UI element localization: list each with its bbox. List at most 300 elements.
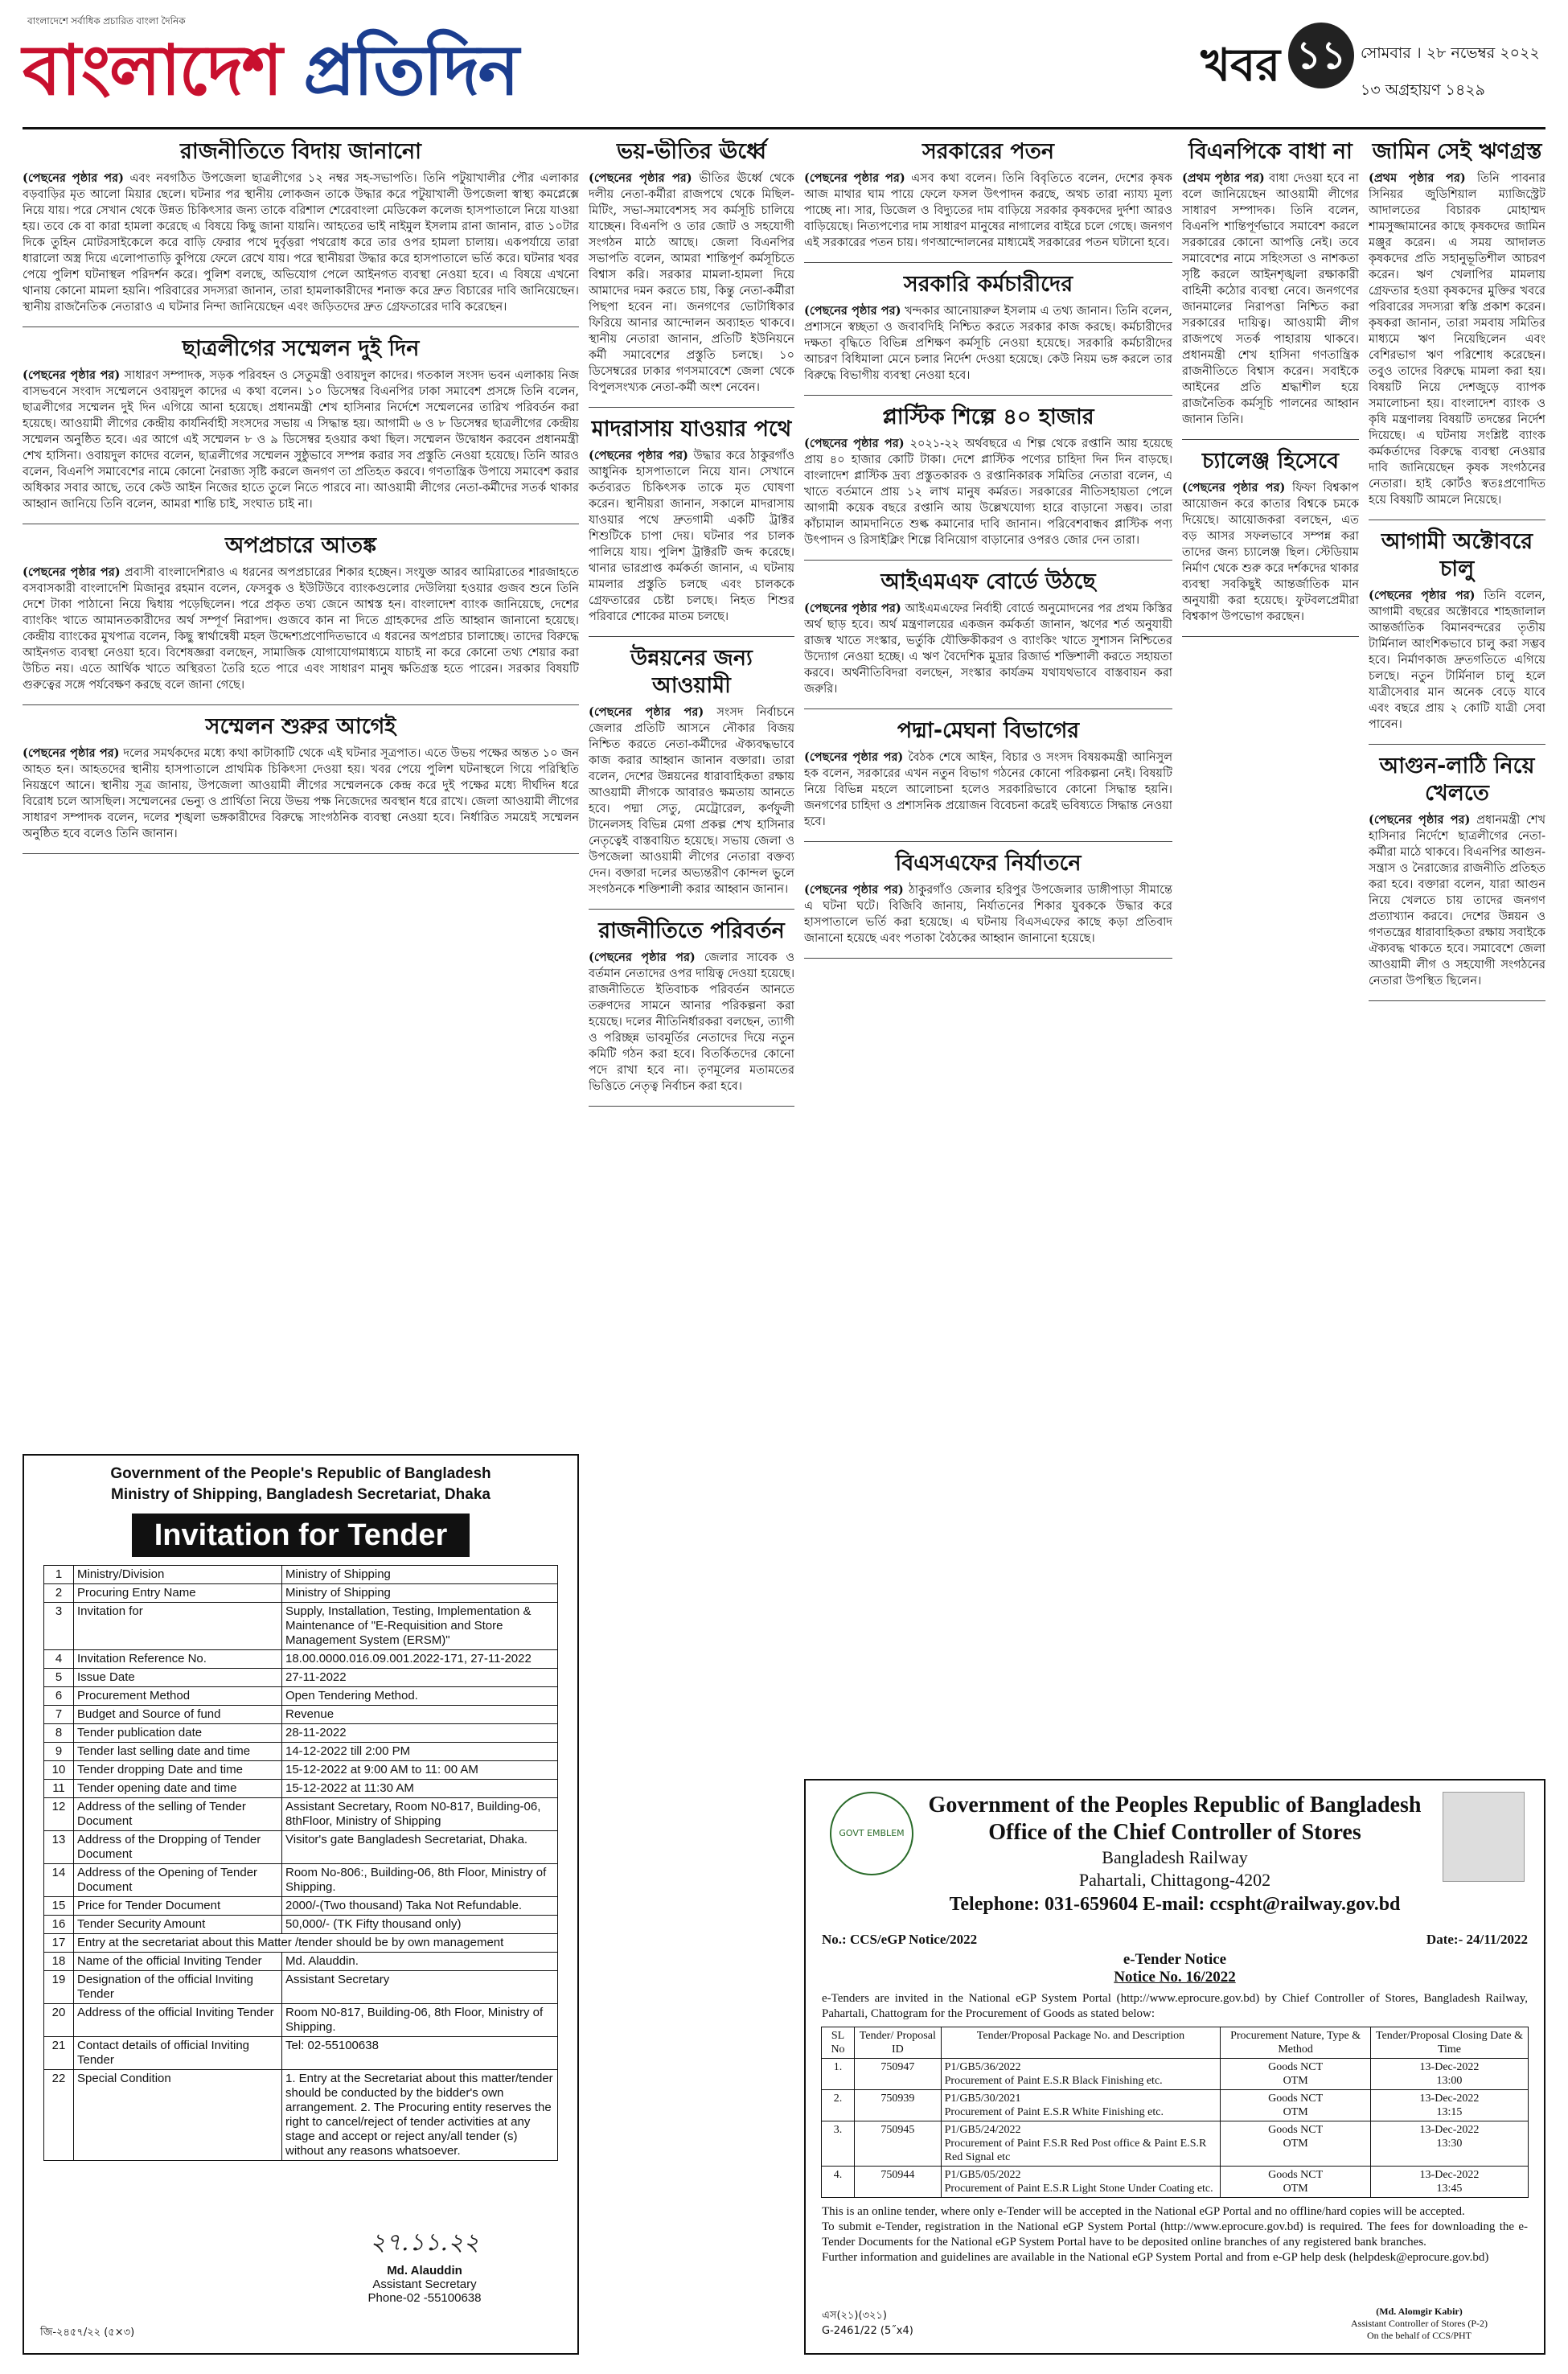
story-divider [589,407,794,408]
story-continuation-label: (পেছনের পৃষ্ঠার পর) [1369,589,1476,602]
tender2-closing-time: 13:30 [1436,2138,1463,2150]
newspaper-logo [23,14,618,119]
tender1-row-number: 14 [44,1864,74,1897]
date-bangla: ১৩ অগ্রহায়ণ ১৪২৯ [1361,81,1485,99]
news-story [804,138,1172,251]
tender2-header-cell: Tender/Proposal Closing Date & Time [1370,2027,1528,2059]
tender2-sl: 3. [822,2121,855,2167]
tender2-gov-line2: Office of the Chief Controller of Stores [988,1820,1361,1845]
tender1-row [44,1603,558,1650]
story-text: দলের সমর্থকদের মধ্যে কথা কাটাকাটি থেকে এই ঘটনার সূত্রপাত। এতে উভয় পক্ষের অন্তত ১০ জন আহত হন। আহতদের স্থানীয় হাসপাতালে প্রাথমিক চিকিৎসা দেওয়া হয়। খবর পেয়ে পুলিশ ঘটনাস্থলে গিয়ে পরিস্থিতি নিয়ন্ত্রণে আনে। স্থানীয় সূত্র জানায়, উপজেলা আওয়ামী লীগের সম্মেলনকে কেন্দ্র করে দুই পক্ষের মধ্যে দীর্ঘদিন ধরে বিরোধ চলে আসছিল। সম্মেলনের ভেন্যু ও প্রার্থিতা নিয়ে উভয় পক্ষ নিজেদের অবস্থান ধরে রাখে। জেলা আওয়ামী লীগের সাধারণ সম্পাদক বলেন, দলের শৃঙ্খলা ভঙ্গকারীদের বিরুদ্ধে সাংগঠনিক ব্যবস্থা নেওয়া হবে। নির্ধারিত সময়েই সম্মেলন অনুষ্ঠিত হবে বলেও তিনি জানান। [23,747,579,840]
tender2-nature [1221,2090,1371,2121]
tender1-sign-name: Md. Alauddin [387,2264,462,2277]
tender2-nature-type: Goods NCT [1268,2093,1324,2105]
news-story [1182,448,1359,625]
tender2-gov-line4: Pahartali, Chittagong-4202 [1078,1870,1271,1890]
story-text: ঠাকুরগাঁও জেলার হরিপুর উপজেলার ডাঙ্গীপাড়া সীমান্তে এ ঘটনা ঘটে। বিজিবি জানায়, নির্যাতনের শিকার যুবককে উদ্ধার করে হাসপাতালে ভর্তি করা হয়েছে। এ ঘটনায় বিএসএফের কাছে কড়া প্রতিবাদ জানানো হয়েছে এবং পতাকা বৈঠকের আহ্বান জানানো হয়েছে। [804,884,1172,945]
story-text: ফিফা বিশ্বকাপ আয়োজন করে কাতার বিশ্বকে চমকে দিয়েছে। আয়োজকরা বলছেন, এত বড় আসর সফলভাবে সম্পন্ন করা তাদের জন্য চ্যালেঞ্জ ছিল। স্টেডিয়াম নির্মাণ থেকে শুরু করে দর্শকদের থাকার ব্যবস্থা সবকিছুই আন্তর্জাতিক মান অনুযায়ী করা হয়েছে। ফুটবলপ্রেমীরা বিশ্বকাপ উপভোগ করছেন। [1182,482,1359,623]
story-continuation-label: (পেছনের পৃষ্ঠার পর) [804,304,901,318]
story-text: খন্দকার আনোয়ারুল ইসলাম এ তথ্য জানান। তিনি বলেন, প্রশাসনে স্বচ্ছতা ও জবাবদিহি নিশ্চিত করতে সরকার কাজ করছে। কর্মচারীদের দক্ষতা বৃদ্ধিতে বিভিন্ন প্রশিক্ষণ কর্মসূচি নেওয়া হয়েছে। সরকারি কর্মচারীদের আচরণ বিধিমালা মেনে চলার নির্দেশ দেওয়া হয়েছে। কেউ নিয়ম ভঙ্গ করলে তার বিরুদ্ধে বিভাগীয় ব্যবস্থা নেওয়া হবে। [804,305,1172,382]
tender2-nature [1221,2167,1371,2198]
tender2-closing-time: 13:15 [1436,2106,1463,2118]
news-story [804,717,1172,830]
tender1-row-value: Md. Alauddin. [282,1953,558,1971]
story-text: এসব কথা বলেন। তিনি বিবৃতিতে বলেন, দেশের কৃষক আজ মাথার ঘাম পায়ে ফেলে ফসল উৎপাদন করছে, অথচ তারা ন্যায্য মূল্য পাচ্ছে না। সার, ডিজেল ও বিদ্যুতের দাম বাড়িয়ে সরকার কৃষকদের দুর্দশা আরও বাড়িয়েছে। নিত্যপণ্যের দাম সাধারণ মানুষের নাগালের বাইরে চলে গেছে। জনগণ এই সরকারের পতন চায়। গণআন্দোলনের মাধ্যমেই সরকারের পতন ঘটানো হবে। [804,172,1172,249]
tender1-row-value: 27-11-2022 [282,1669,558,1687]
story-text: ভীতির ঊর্ধ্বে থেকে দলীয় নেতা-কর্মীরা রাজপথে থেকে মিছিল-মিটিং, সভা-সমাবেশসহ সব কর্মসূচি চালিয়ে যাচ্ছেন। বিএনপি ও তার জোট ও সহযোগী সংগঠন মাঠে আছে। জেলা বিএনপির সভাপতি বলেন, আমরা শান্তিপূর্ণ কর্মসূচিতে বিশ্বাস করি। সরকার মামলা-হামলা দিয়ে আমাদের দমন করতে চায়, কিন্তু নেতা-কর্মীরা পিছপা হবেন না। জনগণের ভোটাধিকার ফিরিয়ে আনার আন্দোলন অব্যাহত থাকবে। স্থানীয় নেতারা জানান, প্রতিটি ইউনিয়নে কর্মী সমাবেশের প্রস্তুতি চলছে। ১০ ডিসেম্বরের ঢাকার গণসমাবেশে জেলা থেকে বিপুলসংখ্যক নেতা-কর্মী অংশ নেবেন। [589,172,794,394]
news-story [589,416,794,625]
masthead [0,0,1568,129]
tender1-row-label: Issue Date [74,1669,282,1687]
story-headline: প্লাস্টিক শিল্পে ৪০ হাজার [882,405,1094,429]
tender2-header-cell: Tender/ Proposal ID [855,2027,942,2059]
story-body [1369,588,1545,733]
tender1-row-number: 20 [44,2004,74,2037]
tender2-row [822,2059,1529,2090]
tender1-row-number: 10 [44,1761,74,1780]
tender2-sl: 4. [822,2167,855,2198]
tender1-row-label: Procurement Method [74,1687,282,1706]
tender2-package-no: P1/GB5/05/2022 [944,2169,1021,2181]
tender2-closing-date: 13-Dec-2022 [1419,2124,1480,2136]
tender2-package [941,2167,1221,2198]
story-headline: মাদরাসায় যাওয়ার পথে [591,417,792,442]
tender2-foot3: Further information and guidelines are available in the National eGP System Portal and from e-GP help desk (helpdesk@eprocure.gov.bd) [822,2251,1489,2264]
story-continuation-label: (প্রথম পৃষ্ঠার পর) [1369,171,1466,185]
story-divider [589,1106,794,1107]
masthead-tagline: বাংলাদেশে সর্বাধিক প্রচারিত বাংলা দৈনিক [27,15,186,27]
story-headline: রাজনীতিতে পরিবর্তন [598,918,785,943]
tender1-row [44,1864,558,1897]
tender1-row-label: Tender Security Amount [74,1916,282,1934]
story-headline: আগুন-লাঠি নিয়ে খেলতে [1379,754,1535,806]
government-emblem-icon: GOVT EMBLEM [830,1792,913,1875]
tender-notice-railway [804,1779,1545,2355]
tender1-row-label: Procuring Entry Name [74,1584,282,1603]
tender1-row [44,1798,558,1831]
section-title: খবর [1201,39,1280,92]
tender2-closing-date: 13-Dec-2022 [1419,2169,1480,2181]
story-text: সাধারণ সম্পাদক, সড়ক পরিবহন ও সেতুমন্ত্রী ওবায়দুল কাদের। গতকাল সংসদ ভবন এলাকায় নিজ বাসভবনে সংবাদ সম্মেলনে ওবায়দুল কাদের এ কথা বলেন। ১০ ডিসেম্বর বিএনপির ঢাকা সমাবেশ প্রসঙ্গে তিনি বলেন, ছাত্রলীগের সম্মেলন দুই দিন এগিয়ে আনা হয়েছে। প্রধানমন্ত্রী শেখ হাসিনার নির্দেশে সম্মেলনের তারিখ পরিবর্তন করা হয়েছে। আওয়ামী লীগের কেন্দ্রীয় কার্যনির্বাহী সংসদের সভায় এ সিদ্ধান্ত হয়। আগামী ৬ ও ৮ ডিসেম্বর ছাত্রলীগের কেন্দ্রীয় সম্মেলন অনুষ্ঠিত হবে। এর আগে এই সম্মেলন ৮ ও ৯ ডিসেম্বর হওয়ার কথা ছিল। সম্মেলন উদ্বোধন করবেন প্রধানমন্ত্রী শেখ হাসিনা। ওবায়দুল কাদের বলেন, ছাত্রলীগের সম্মেলন সুষ্ঠুভাবে সম্পন্ন করার সব প্রস্তুতি নেওয়া হয়েছে। তিনি আরও বলেন, বিএনপি সমাবেশের নামে কোনো নৈরাজ্য সৃষ্টি করলে জনগণ তা প্রতিহত করবে। গণতান্ত্রিক উপায়ে সমাবেশ করার অধিকার সবার আছে, তবে কেউ আইন নিজের হাতে তুলে নিতে পারবে না। আওয়ামী লীগের নেতা-কর্মীদের সতর্ক থাকার আহ্বান জানিয়ে তিনি বলেন, আমরা শান্তি চাই, সংঘাত চাই না। [23,369,579,511]
tender2-package [941,2090,1221,2121]
news-story [1182,138,1359,428]
story-continuation-label: (পেছনের পৃষ্ঠার পর) [1369,813,1471,827]
story-continuation-label: (প্রথম পৃষ্ঠার পর) [1182,171,1265,185]
tender1-row-value: Assistant Secretary, Room N0-817, Building-06, 8thFloor, Ministry of Shipping [282,1798,558,1831]
tender1-row-number: 22 [44,2070,74,2161]
tender2-package-no: P1/GB5/24/2022 [944,2124,1021,2136]
tender2-sign-behalf: On the behalf of CCS/PHT [1367,2330,1472,2341]
tender1-row-value: Room No-806:, Building-06, 8th Floor, Ministry of Shipping. [282,1864,558,1897]
news-story [804,850,1172,947]
tender1-row-label: Tender publication date [74,1724,282,1743]
story-continuation-label: (পেছনের পৃষ্ঠার পর) [589,951,696,964]
tender1-row-number: 16 [44,1916,74,1934]
tender1-row-label: Address of the Opening of Tender Document [74,1864,282,1897]
story-text: সংসদ নির্বাচনে জেলার প্রতিটি আসনে নৌকার বিজয় নিশ্চিত করতে নেতা-কর্মীদের ঐক্যবদ্ধভাবে কাজ করার আহ্বান জানান বক্তারা। তারা বলেন, দেশের উন্নয়নের ধারাবাহিকতা রক্ষায় আওয়ামী লীগকে আবারও ক্ষমতায় আনতে হবে। পদ্মা সেতু, মেট্রোরেল, কর্ণফুলী টানেলসহ বিভিন্ন মেগা প্রকল্প শেখ হাসিনার নেতৃত্বেই বাস্তবায়িত হয়েছে। সভায় জেলা ও উপজেলা আওয়ামী লীগের নেতারা বক্তব্য দেন। বক্তারা দলের অভ্যন্তরীণ কোন্দল ভুলে সংগঠনকে শক্তিশালী করার আহ্বান জানান। [589,706,794,896]
tender1-row-value: Revenue [282,1706,558,1724]
tender2-id: 750939 [855,2090,942,2121]
tender1-row-number: 2 [44,1584,74,1603]
tender1-row-label: Special Condition [74,2070,282,2161]
story-continuation-label: (পেছনের পৃষ্ঠার পর) [804,171,905,185]
story-headline: পদ্মা-মেঘনা বিভাগের [897,718,1080,743]
tender1-row [44,1650,558,1669]
tender1-signature [304,2223,545,2305]
story-text: এবং নবগঠিত উপজেলা ছাত্রলীগের ১২ নম্বর সহ-সভাপতি। তিনি পটুয়াখালীর পৌর এলাকার বড়বাড়ির মৃত আলো মিয়ার ছেলে। ঘটনার পর স্থানীয় লোকজন তাকে উদ্ধার করে পটুয়াখালী উপজেলা স্বাস্থ্য কমপ্লেক্সে নিয়ে যায়। পরে সেখান থেকে উন্নত চিকিৎসার জন্য তাকে বরিশাল শেরেবাংলা মেডিকেল কলেজ হাসপাতালে নিয়ে যাওয়া হয়। তবে কে বা কারা হামলা করেছে এ বিষয়ে কিছু জানা যায়নি। আহতের ভাই নাইমুল ইসলাম রানা জানান, রাত ১০টার দিকে তুহিন মোটরসাইকেলে করে বাড়ি ফেরার পথে দুর্বৃত্তরা পথরোধ করে তার ওপর হামলা চালায়। একপর্যায়ে তারা ধারালো অস্ত্র দিয়ে এলোপাতাড়ি কুপিয়ে ফেলে রেখে যায়। পরে স্থানীয়রা উদ্ধার করে হাসপাতালে ভর্তি করে। ঘটনার খবর পেয়ে পুলিশ ঘটনাস্থল পরিদর্শন করে। পুলিশ বলছে, অভিযোগ পেলে আইনগত ব্যবস্থা নেওয়া হবে। এ বিষয়ে এখনো থানায় কোনো মামলা হয়নি। পরিবারের সদস্যরা জানান, তারা হামলাকারীদের শনাক্ত করে দ্রুত বিচারের দাবি জানিয়েছেন। স্থানীয় রাজনৈতিক নেতারাও এ ঘটনার নিন্দা জানিয়েছেন এবং জড়িতদের দ্রুত গ্রেফতারের দাবি করেছেন। [23,172,579,314]
tender2-closing [1370,2167,1528,2198]
story-text: উদ্ধার করে ঠাকুরগাঁও আধুনিক হাসপাতালে নিয়ে যান। সেখানে কর্তব্যরত চিকিৎসক তাকে মৃত ঘোষণা করেন। স্থানীয়রা জানান, সকালে মাদরাসায় যাওয়ার পথে দ্রুতগামী একটি ট্রাক্টর শিশুটিকে চাপা দেয়। ঘটনার পর চালক পালিয়ে যায়। পুলিশ ট্রাক্টরটি জব্দ করেছে। থানার ভারপ্রাপ্ত কর্মকর্তা জানান, এ ঘটনায় মামলার প্রস্তুতি চলছে এবং চালককে গ্রেফতারের চেষ্টা চলছে। নিহত শিশুর পরিবারে শোকের মাতম চলছে। [589,450,794,623]
tender1-row-label: Address of the official Inviting Tender [74,2004,282,2037]
story-continuation-label: (পেছনের পৃষ্ঠার পর) [23,746,120,760]
tender2-id: 750944 [855,2167,942,2198]
tender1-row [44,2037,558,2070]
story-continuation-label: (পেছনের পৃষ্ঠার পর) [804,750,904,764]
story-headline: সরকারের পতন [922,139,1055,164]
tender2-notice-no [806,1969,1544,1986]
story-body [23,368,579,512]
story-continuation-label: (পেছনের পৃষ্ঠার পর) [804,437,905,450]
tender1-row-number: 17 [44,1934,74,1953]
story-body [804,170,1172,251]
tender1-row-number: 15 [44,1897,74,1916]
tender2-nature-type: Goods NCT [1268,2169,1324,2181]
newspaper-name [23,31,618,111]
story-body [804,882,1172,947]
tender1-row-number: 5 [44,1669,74,1687]
tender2-contact: Telephone: 031-659604 E-mail: ccspht@railway.gov.bd [949,1894,1401,1915]
date-gregorian: সোমবার । ২৮ নভেম্বর ২০২২ [1361,44,1540,62]
tender2-nature-type: Goods NCT [1268,2124,1324,2136]
tender1-row-value: 14-12-2022 till 2:00 PM [282,1743,558,1761]
news-story [589,645,794,897]
tender2-package-no: P1/GB5/30/2021 [944,2093,1021,2105]
tender2-header-cell: Procurement Nature, Type & Method [1221,2027,1371,2059]
story-headline: রাজনীতিতে বিদায় জানানো [180,139,421,164]
tender1-row [44,1724,558,1743]
tender1-row [44,1916,558,1934]
story-body [589,704,794,897]
tender2-row [822,2121,1529,2167]
story-text: তিনি বলেন, আগামী বছরের অক্টোবরে শাহজালাল আন্তর্জাতিক বিমানবন্দরের তৃতীয় টার্মিনাল আংশিকভাবে চালু করা সম্ভব হবে। নির্মাণকাজ দ্রুতগতিতে এগিয়ে চলছে। নতুন টার্মিনাল চালু হলে যাত্রীসেবার মান অনেক বেড়ে যাবে এবং বছরে প্রায় ২ কোটি যাত্রী সেবা পাবেন। [1369,589,1545,731]
tender2-nature-method: OTM [1283,2183,1308,2195]
tender2-gov-line3: Bangladesh Railway [1102,1847,1248,1867]
tender1-row-label: Designation of the official Inviting Tender [74,1971,282,2004]
page-number-badge: ১১ [1288,23,1354,88]
tender2-ref-bn: এস(২১)(৩২১) [822,2310,887,2322]
story-body [804,601,1172,697]
story-text: তিনি পাবনার সিনিয়র জুডিশিয়াল ম্যাজিস্ট্রেট আদালতের বিচারক মোহাম্মদ শামসুজ্জামানের কাছে কৃষকদের জামিন মঞ্জুর করেন। এ সময় আদালত কৃষকদের প্রতি সহানুভূতিশীল আচরণ করেন। ঋণ খেলাপির মামলায় গ্রেফতার হওয়া কৃষকদের মুক্তির খবরে পরিবারের সদস্যরা স্বস্তি প্রকাশ করেন। কৃষকরা জানান, তারা সমবায় সমিতির মাধ্যমে ঋণ নিয়েছিলেন এবং বেশিরভাগ ঋণ পরিশোধ করেছেন। তবুও তাদের বিরুদ্ধে মামলা করা হয়। বিষয়টি নিয়ে দেশজুড়ে ব্যাপক সমালোচনা হয়। বাংলাদেশ ব্যাংক ও কৃষি মন্ত্রণালয় বিষয়টি তদন্তের নির্দেশ দিয়েছে। এ ঘটনায় সংশ্লিষ্ট ব্যাংক কর্মকর্তাদের বিরুদ্ধে ব্যবস্থা নেওয়ার দাবি জানিয়েছেন কৃষক সংগঠনের নেতারা। হাই কোর্টও স্বতঃপ্রণোদিত হয়ে বিষয়টি আমলে নিয়েছে। [1369,172,1545,507]
tender2-nature [1221,2121,1371,2167]
tender2-closing [1370,2059,1528,2090]
tender1-row-value: Tel: 02-55100638 [282,2037,558,2070]
story-headline: বিএসএফের নির্যাতনে [895,851,1082,876]
tender1-row-label: Invitation Reference No. [74,1650,282,1669]
story-text: প্রধানমন্ত্রী শেখ হাসিনার নির্দেশে ছাত্রলীগের নেতা-কর্মীরা মাঠে থাকবে। বিএনপির আগুন-সন্ত্রাস ও নৈরাজ্যের রাজনীতি প্রতিহত করা হবে। বক্তারা বলেন, যারা আগুন নিয়ে খেলতে চায় তাদের জনগণ প্রত্যাখ্যান করবে। দেশের উন্নয়ন ও গণতন্ত্রের ধারাবাহিকতা রক্ষায় সবাইকে ঐক্যবদ্ধ থাকতে হবে। সমাবেশে জেলা আওয়ামী লীগ ও সহযোগী সংগঠনের নেতারা উপস্থিত ছিলেন। [1369,814,1545,988]
tender1-row-label: Tender last selling date and time [74,1743,282,1761]
tender1-row-value: Ministry of Shipping [282,1584,558,1603]
tender1-row-number: 12 [44,1798,74,1831]
tender1-row [44,1971,558,2004]
tender2-nature-type: Goods NCT [1268,2061,1324,2073]
tender1-row-number: 13 [44,1831,74,1864]
tender1-row-value: Ministry of Shipping [282,1566,558,1584]
tender1-row [44,1761,558,1780]
column-1 [23,138,579,1445]
tender1-signature-scribble: ২৭.১১.২২ [369,2228,480,2257]
tender2-id: 750945 [855,2121,942,2167]
tender1-sign-phone: Phone-02 -55100638 [367,2291,482,2305]
tender1-row-value: 18.00.0000.016.09.001.2022-171, 27-11-2022 [282,1650,558,1669]
story-body [589,950,794,1095]
news-story [23,335,579,512]
story-continuation-label: (পেছনের পৃষ্ঠার পর) [589,171,692,185]
news-story [589,138,794,396]
story-body [1182,480,1359,625]
tender1-row [44,1897,558,1916]
tender1-row-number: 4 [44,1650,74,1669]
masthead-rule [23,127,1545,129]
tender1-row-value: Assistant Secretary [282,1971,558,2004]
tender1-row-label: Ministry/Division [74,1566,282,1584]
tender1-row-number: 19 [44,1971,74,2004]
tender1-row-value: 1. Entry at the Secretariat about this matter/tender should be conducted by the bidder's own arrangement. 2. The Procuring entity reserves the right to cancel/reject of tender activities at any stage and accept or reject any/all tender (s) without any reasons whatsoever. [282,2070,558,2161]
story-divider [23,853,579,854]
news-story [23,713,579,842]
tender2-closing [1370,2121,1528,2167]
story-divider [804,958,1172,959]
story-text: বৈঠক শেষে আইন, বিচার ও সংসদ বিষয়কমন্ত্রী আনিসুল হক বলেন, সরকারের এখন নতুন বিভাগ গঠনের কোনো পরিকল্পনা নেই। বিষয়টি নিয়ে বিভিন্ন মহলে আলোচনা হলেও সরকারিভাবে কোনো সিদ্ধান্ত হয়নি। জনগণের চাহিদা ও প্রশাসনিক প্রয়োজন বিবেচনা করেই ভবিষ্যতে সিদ্ধান্ত নেওয়া হবে। [804,751,1172,828]
story-text: আইএমএফের নির্বাহী বোর্ডে অনুমোদনের পর প্রথম কিস্তির অর্থ ছাড় হবে। অর্থ মন্ত্রণালয়ের একজন কর্মকর্তা জানান, ঋণের শর্ত অনুযায়ী রাজস্ব খাতে সংস্কার, ভর্তুকি যৌক্তিকীকরণ ও ব্যাংকিং খাতে সুশাসন নিশ্চিতের উদ্যোগ নেওয়া হচ্ছে। এ ঋণ বৈদেশিক মুদ্রার রিজার্ভ শক্তিশালী করতে সহায়তা করবে। অর্থনীতিবিদরা বলছেন, সংস্কার কার্যক্রম যথাযথভাবে বাস্তবায়ন করা জরুরি। [804,602,1172,696]
tender1-row-label: Address of the selling of Tender Document [74,1798,282,1831]
story-headline: সম্মেলন শুরুর আগেই [205,714,396,739]
tender1-row [44,1780,558,1798]
story-divider [804,560,1172,561]
story-divider [1369,744,1545,745]
tender2-row [822,2167,1529,2198]
story-text: জেলার সাবেক ও বর্তমান নেতাদের ওপর দায়িত্ব দেওয়া হয়েছে। রাজনীতিতে ইতিবাচক পরিবর্তন আনতে তরুণদের সামনে আনার পরিকল্পনা করা হয়েছে। দলের নীতিনির্ধারকরা বলছেন, ত্যাগী ও পরিচ্ছন্ন ভাবমূর্তির নেতাদের দিয়ে নতুন কমিটি গঠন করা হবে। বিতর্কিতদের কোনো পদে রাখা হবে না। তৃণমূলের মতামতের ভিত্তিতে নেতৃত্ব নির্বাচন করা হবে। [589,951,794,1093]
tender1-row-number: 7 [44,1706,74,1724]
story-body [804,750,1172,830]
tender1-row-label: Entry at the secretariat about this Matter /tender should be by own management [74,1934,558,1953]
tender2-sl: 1. [822,2059,855,2090]
tender2-meta [806,1917,1544,1951]
story-divider [589,636,794,637]
tender1-row-value: Open Tendering Method. [282,1687,558,1706]
tender2-intro: e-Tenders are invited in the National eGP System Portal (http://www.eprocure.gov.bd) by Chief Controller of Stores, Bangladesh Railway, Pahartali, Chattogram for the Procurement of Goods as stated below: [822,1992,1528,2020]
story-text: প্রবাসী বাংলাদেশিরাও এ ধরনের অপপ্রচারের শিকার হচ্ছেন। সংযুক্ত আরব আমিরাতের শারজাহতে বসবাসকারী বাংলাদেশি মিজানুর রহমান বলেন, ফেসবুক ও ইউটিউবে ব্যাংকগুলোর দেউলিয়া হওয়ার গুজব শুনে তিনি দেশে টাকা পাঠানো নিয়ে দ্বিধায় পড়েছিলেন। পরে প্রকৃত তথ্য জেনে আশ্বস্ত হন। বাংলাদেশ ব্যাংক জানিয়েছে, দেশের ব্যাংকিং খাতে আমানতকারীদের অর্থ সম্পূর্ণ নিরাপদ। গুজবে কান না দিতে গ্রাহকদের প্রতি আহ্বান জানানো হয়েছে। কেন্দ্রীয় ব্যাংকের মুখপাত্র বলেন, কিছু স্বার্থান্বেষী মহল উদ্দেশ্যপ্রণোদিতভাবে এ ধরনের অপপ্রচার চালাচ্ছে। তাদের বিরুদ্ধে আইনগত ব্যবস্থা নেওয়া হবে। বিশেষজ্ঞরা বলছেন, সামাজিক যোগাযোগমাধ্যমে যাচাই না করে কোনো তথ্য শেয়ার করা উচিত নয়। এতে আর্থিক খাতে অস্থিরতা তৈরি হতে পারে এবং সাধারণ মানুষ ক্ষতিগ্রস্ত হতে পারেন। সরকার বিষয়টি গুরুত্বের সঙ্গে পর্যবেক্ষণ করছে বলে জানা গেছে। [23,566,579,692]
tender1-row-number: 8 [44,1724,74,1743]
tender2-package-desc: Procurement of Paint E.S.R Black Finishing etc. [944,2075,1163,2087]
story-continuation-label: (পেছনের পৃষ্ঠার পর) [23,171,124,185]
news-story [804,569,1172,697]
story-divider [804,841,1172,842]
tender1-row-label: Tender opening date and time [74,1780,282,1798]
story-headline: চ্যালেঞ্জ হিসেবে [1201,449,1340,474]
story-body [1369,812,1545,989]
tender1-row-label: Budget and Source of fund [74,1706,282,1724]
tender1-row-value: 28-11-2022 [282,1724,558,1743]
tender1-row [44,1669,558,1687]
tender2-foot1: This is an online tender, where only e-Tender will be accepted in the National eGP Portal and no offline/hard copies will be accepted. [822,2205,1465,2218]
story-divider [804,395,1172,396]
tender2-closing-date: 13-Dec-2022 [1419,2061,1480,2073]
story-headline: উন্নয়নের জন্য আওয়ামী [630,646,753,698]
tender1-row-label: Name of the official Inviting Tender [74,1953,282,1971]
tender2-footnote [806,2198,1544,2272]
tender1-row-value: 15-12-2022 at 11:30 AM [282,1780,558,1798]
column-5 [1369,138,1545,1771]
tender1-gov-line1: Government of the People's Republic of Bangladesh [110,1465,491,1482]
story-divider [23,704,579,705]
story-continuation-label: (পেছনের পৃষ্ঠার পর) [23,368,121,382]
story-headline: অপপ্রচারে আতঙ্ক [224,533,376,558]
news-story [1369,528,1545,733]
story-continuation-label: (পেছনের পৃষ্ঠার পর) [1182,481,1286,495]
tender1-sign-designation: Assistant Secretary [372,2277,477,2291]
tender1-row-number: 1 [44,1566,74,1584]
tender2-sign-designation: Assistant Controller of Stores (P-2) [1351,2318,1488,2329]
story-continuation-label: (পেছনের পৃষ্ঠার পর) [804,883,904,897]
column-3 [804,138,1172,1771]
tender2-header-row [822,2027,1529,2059]
tender2-gov-line1: Government of the Peoples Republic of Bangladesh [928,1793,1422,1817]
tender1-table [43,1565,558,2161]
tender2-signature [1319,2306,1520,2342]
tender1-row [44,1934,558,1953]
newspaper-name-red: বাংলাদেশ [23,31,281,111]
tender2-title: e-Tender Notice [1123,1951,1227,1968]
tender2-closing [1370,2090,1528,2121]
story-body [23,565,579,693]
story-divider [1182,439,1359,440]
story-continuation-label: (পেছনের পৃষ্ঠার পর) [589,449,688,462]
newspaper-name-blue: প্রতিদিন [281,31,518,111]
tender2-package-no: P1/GB5/36/2022 [944,2061,1021,2073]
story-body [589,170,794,396]
tender2-package-desc: Procurement of Paint E.S.R Light Stone Under Coating etc. [944,2183,1213,2195]
tender2-notice-number: No.: CCS/eGP Notice/2022 [822,1932,978,1947]
story-headline: ভয়-ভীতির ঊর্ধ্বে [617,139,766,164]
story-divider [589,909,794,910]
tender1-row-label: Address of the Dropping of Tender Document [74,1831,282,1864]
tender1-row [44,1584,558,1603]
tender1-row [44,2070,558,2161]
tender2-header-cell: SL No [822,2027,855,2059]
tender1-row [44,1687,558,1706]
tender2-row [822,2090,1529,2121]
masthead-right [983,14,1545,119]
story-divider [804,262,1172,263]
tender1-row-number: 21 [44,2037,74,2070]
tender1-row [44,1566,558,1584]
tender2-nature [1221,2059,1371,2090]
story-divider [1369,1000,1545,1001]
tender1-row-value: 15-12-2022 at 9:00 AM to 11: 00 AM [282,1761,558,1780]
tender1-row [44,1706,558,1724]
tender-notice-shipping [23,1454,579,2355]
story-body [1182,170,1359,428]
column-4 [1182,138,1359,1771]
story-text: ২০২১-২২ অর্থবছরে এ শিল্প থেকে রপ্তানি আয় হয়েছে প্রায় ৪০ হাজার কোটি টাকা। দেশে প্লাস্টিক পণ্যের চাহিদা দিন দিন বাড়ছে। বাংলাদেশ প্লাস্টিক দ্রব্য প্রস্তুতকারক ও রপ্তানিকারক সমিতির নেতারা বলেন, এ খাতে বর্তমানে প্রায় ১২ লাখ মানুষ কর্মরত। সরকারের নীতিসহায়তা পেলে আগামী কয়েক বছরে রপ্তানি আয় উল্লেখযোগ্য হারে বাড়ানো সম্ভব। তারা কাঁচামাল আমদানিতে শুল্ক কমানোর দাবি জানান। পরিবেশবান্ধব প্লাস্টিক পণ্য উৎপাদন ও রিসাইক্লিং শিল্পে বিনিয়োগ বাড়ানোর ওপরও জোর দেন তারা। [804,437,1172,547]
story-headline: জামিন সেই ঋণগ্রস্ত [1372,139,1542,164]
news-story [1369,138,1545,508]
tender1-row-value: 50,000/- (TK Fifty thousand only) [282,1916,558,1934]
tender1-row [44,1953,558,1971]
tender2-closing-time: 13:45 [1436,2183,1463,2195]
tender2-package [941,2059,1221,2090]
column-2 [589,138,794,2350]
story-body [23,170,579,315]
story-body [1369,170,1545,508]
tender1-row [44,1743,558,1761]
tender1-row-value: Room N0-817, Building-06, 8th Floor, Ministry of Shipping. [282,2004,558,2037]
story-body [23,745,579,842]
tender1-row-number: 6 [44,1687,74,1706]
tender1-row [44,2004,558,2037]
tender2-notice-no-text: Notice No. 16/2022 [1114,1969,1236,1986]
news-story [1369,753,1545,989]
story-body [804,436,1172,548]
tender2-package [941,2121,1221,2167]
tender2-foot2: To submit e-Tender, registration in the National eGP System Portal (http://www.eprocure.gov.bd) is required. The fees for downloading the e-Tender Documents for the National eGP System Portal have to be deposited online branches of any registered bank branches. [822,2220,1528,2249]
tender2-table [821,2027,1529,2198]
story-headline: ছাত্রলীগের সম্মেলন দুই দিন [182,336,420,361]
tender1-title: Invitation for Tender [132,1514,470,1557]
story-headline: বিএনপিকে বাধা না [1188,139,1353,164]
news-story [589,918,794,1095]
tender2-closing-date: 13-Dec-2022 [1419,2093,1480,2105]
tender1-row-label: Invitation for [74,1603,282,1650]
tender1-row-label: Price for Tender Document [74,1897,282,1916]
tender2-sign-name: (Md. Alomgir Kabir) [1376,2306,1463,2317]
tender1-row-value: Supply, Installation, Testing, Implementation & Maintenance of "E-Requisition and Store Management System (ERSM)" [282,1603,558,1650]
tender1-row [44,1831,558,1864]
story-body [804,303,1172,384]
story-headline: আইএমএফ বোর্ডে উঠছে [880,569,1096,594]
tender2-nature-method: OTM [1283,2106,1308,2118]
story-headline: সরকারি কর্মচারীদের [903,272,1073,297]
tender2-sl: 2. [822,2090,855,2121]
news-story [804,404,1172,548]
tender2-closing-time: 13:00 [1436,2075,1463,2087]
tender1-gov-line2: Ministry of Shipping, Bangladesh Secretariat, Dhaka [111,1486,491,1503]
tender1-row-number: 11 [44,1780,74,1798]
story-continuation-label: (পেছনের পৃষ্ঠার পর) [804,602,901,615]
news-story [23,138,579,315]
tender2-ref: G-2461/22 (5˝x4) [822,2325,913,2337]
tender2-package-desc: Procurement of Paint E.S.R White Finishing etc. [944,2106,1164,2118]
story-continuation-label: (পেছনের পৃষ্ঠার পর) [589,705,704,719]
tender2-header-cell: Tender/Proposal Package No. and Description [941,2027,1221,2059]
story-headline: আগামী অক্টোবরে চালু [1381,529,1533,581]
tender1-row-value: Visitor's gate Bangladesh Secretariat, Dhaka. [282,1831,558,1864]
tender1-row-number: 18 [44,1953,74,1971]
story-continuation-label: (পেছনের পৃষ্ঠার পর) [23,565,121,579]
tender1-row-number: 3 [44,1603,74,1650]
story-text: বাধা দেওয়া হবে না বলে জানিয়েছেন আওয়ামী লীগের সাধারণ সম্পাদক। তিনি বলেন, বিএনপি শান্তিপূর্ণভাবে সমাবেশ করলে সরকারের কোনো আপত্তি নেই। তবে সমাবেশের নামে সহিংসতা ও নাশকতা সৃষ্টি করলে আইনশৃঙ্খলা রক্ষাকারী বাহিনী কঠোর ব্যবস্থা নেবে। জনগণের জানমালের নিরাপত্তা নিশ্চিত করা সরকারের দায়িত্ব। আওয়ামী লীগ রাজপথে সতর্ক পাহারায় থাকবে। প্রধানমন্ত্রী শেখ হাসিনা গণতান্ত্রিক রাজনীতিতে বিশ্বাস করেন। সবাইকে আইনের প্রতি শ্রদ্ধাশীল হয়ে রাজনৈতিক কর্মসূচি পালনের আহ্বান জানান তিনি। [1182,172,1359,426]
portrait-image [1443,1792,1525,1882]
story-divider [1182,636,1359,637]
story-body [589,448,794,625]
tender1-row-label: Tender dropping Date and time [74,1761,282,1780]
tender2-nature-method: OTM [1283,2138,1308,2150]
tender2-nature-method: OTM [1283,2075,1308,2087]
tender1-row-number: 9 [44,1743,74,1761]
tender1-row-label: Contact details of official Inviting Tender [74,2037,282,2070]
tender2-id: 750947 [855,2059,942,2090]
news-story [804,271,1172,384]
